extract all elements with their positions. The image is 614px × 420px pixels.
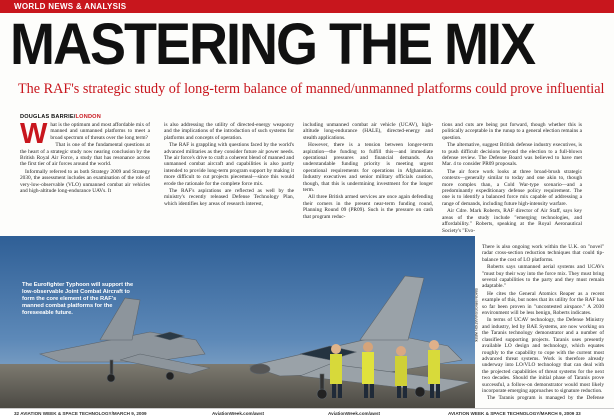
page-footer [0,408,614,420]
section-title: WORLD NEWS & ANALYSIS [14,2,127,11]
paragraph: What is the optimum and most affordable mix of manned and unmanned platforms to meet a broad spectrum of threats over the long term? [20,122,150,150]
footer-right-site: AviationWeek.com/awst [328,411,381,416]
paragraph: That is one of the fundamental questions at the heart of a strategic study now nearing conclusion by the British Royal Air Force, a study that has resonance across the first tier of air forces around the world. [20,142,150,168]
article-column-3 [303,122,433,234]
footer-left-site: AviationWeek.com/awst [212,411,265,416]
paragraph: including unmanned combat air vehicle (UCAV), high-altitude long-endurance (HALE), directed-energy and stealth applications. [303,122,433,141]
paragraph: All three British armed services are once again defending their corners in the present near-term funding round, Planning Round 09 (PR09). Such is the pressure on cash that program reduc- [303,194,433,220]
eurofighter-photo [0,236,475,408]
paragraph: There is also ongoing work within the U.K. on "novel" radar cross-section reduction techniques that could tip-balance the cost of LO platforms. [482,244,604,263]
paragraph: In terms of UCAV technology, the Defense Ministry and industry, led by BAE Systems, are now working on the Taranis technology demonstrator and a number of classified supporting projects. Taranis uses presently available LO design and technology, which equates roughly to the capability to cope with the current most advanced threat systems. Work is therefore already underway into LO/VLO technology that can deal with the projected capabilities of threat systems for the next two decades. Should the initial phase of Taranis prove successful, a follow-on demonstrator would most likely incorporate emerging approaches to signature reduction. [482,317,604,394]
paragraph: However, there is a tension between longer-term aspiration—the funding to fulfill this—and immediate operational pressures and financial demands. An understandable funding priority is meeting urgent operational requirements for operations in Afghanistan. Industry executives and senior military officials caution, though, that this is undermining investment for the longer term. [303,142,433,194]
paragraph: The RAF is grappling with questions faced by the world's advanced militaries as they consider future air power needs. The air force's drive to craft a coherent blend of manned and unmanned combat aircraft and capabilities is also partly intended to provide long-term program support by making it more difficult to cut projects piecemeal—since this would erode the rationale for the complete force mix. [164,142,294,187]
footer-left-folio: 32 AVIATION WEEK & SPACE TECHNOLOGY/MARCH 9, 2009 [14,411,147,416]
paragraph: The RAF's aspirations are reflected as well by the ministry's recently released Defense Technology Plan, which identifies key areas of research interest, [164,188,294,207]
subheadline: The RAF's strategic study of long-term balance of manned/unmanned platforms could prove influential [18,81,605,97]
paragraph: Roberts says unmanned aerial systems and UCAVs "must buy their way into the force mix. They must bring several capabilities to the party and they must remain adaptable." [482,264,604,290]
drop-cap: W [20,122,48,150]
headline: MASTERING THE MIX [10,11,535,77]
paragraph: He cites the General Atomics Reaper as a recent example of this, but notes that its utility for the RAF has so far been proven in "uncontested airspace." A 2030 environment will be less benign, Roberts indicates. [482,290,604,317]
paragraph: The Taranis program is managed by the Defense [487,395,604,400]
paragraph: is also addressing the utility of directed-energy weaponry and the implications of the introduction of such systems for platforms and concepts of operation. [164,122,294,141]
byline-author: DOUGLAS BARRIE/ [20,114,76,120]
paragraph: Informally referred to as both Strategy 2009 and Strategy 2030, the assessment includes an examination of the role of very-low-observable (VLO) unmanned combat air vehicles and high-altitude long-endurance UAVs. It [20,168,150,195]
article-column-2 [164,122,294,234]
footer-right-folio: AVIATION WEEK & SPACE TECHNOLOGY/MARCH 9, 2009 33 [448,411,581,416]
photo-caption: The Eurofighter Typhoon will support the low-observable Joint Combat Aircraft to form the core element of the RAF's manned combat platforms for the foreseeable future. [22,282,134,316]
article-column-4 [442,122,582,240]
byline-location: LONDON [75,114,101,120]
paragraph: The air force work looks at three broad-brush strategic contexts—generally similar to today and one akin to, though more complex than, a Cold War-type scenario—and a predominantly expeditionary defense policy requirement. The one is to identify a balanced force mix capable of addressing a range of demands, including future high-intensity warfare. [442,168,582,207]
byline [20,114,101,120]
article-column-5 [482,244,604,400]
photo-credit: SIMON BRIGGS/AVIATION WEEK [474,288,478,343]
paragraph: Air Cdre. Mark Roberts, RAF director of Air Staff, says key areas of the study include "emerging technologies, and affordability." Roberts, speaking at the Royal Aeronautical Society's "Evo- [442,208,582,234]
paragraph: The alternative, suggest British defense industry executives, is to push difficult decisions beyond the election to a full-blown defense review. The Defense Board was believed to have met Mar. 4 to consider PR09 proposals. [442,142,582,168]
photo-illustration [0,236,475,408]
paragraph: tions and cuts are being put forward, though whether this is politically acceptable in the runup to a general election remains a question. [442,122,582,141]
